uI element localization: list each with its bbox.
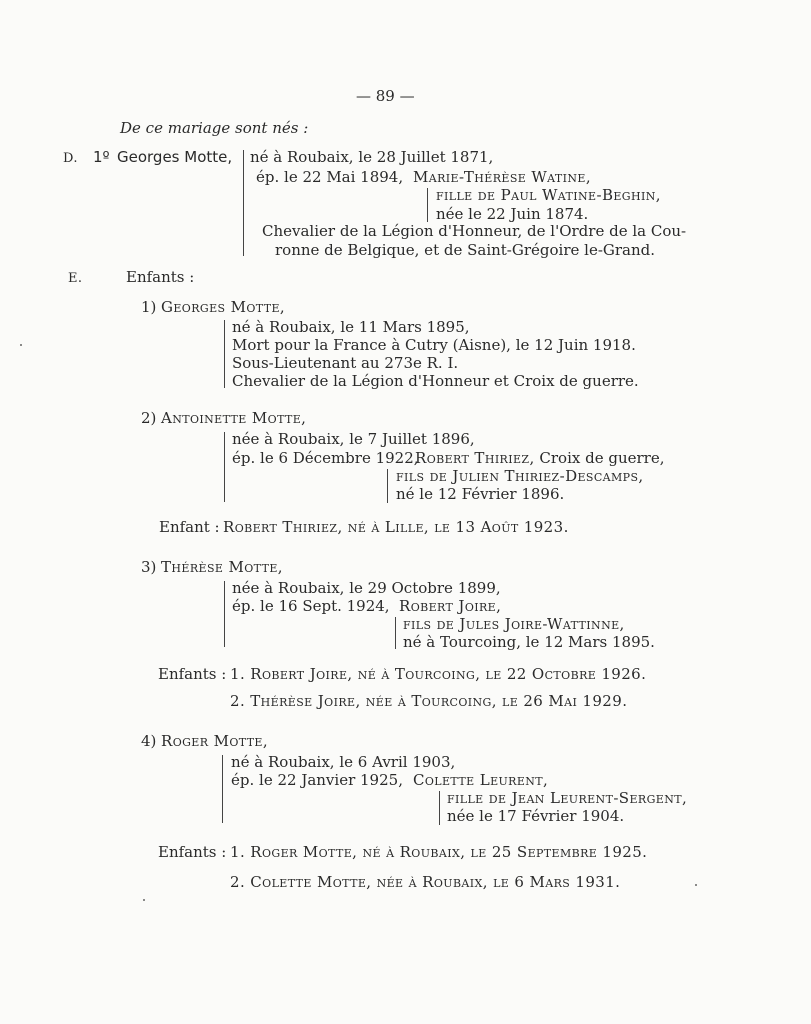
enfant-line: 2. Colette Motte, née à Roubaix, le 6 Mars 1931. (230, 873, 621, 891)
child-number: 4) (141, 732, 157, 750)
parent-line: fille de Jean Leurent-Sergent, (447, 789, 688, 807)
bracket-bar (224, 432, 225, 502)
child-number: 1) (141, 298, 157, 316)
birth-line: née à Roubaix, le 7 Juillet 1896, (232, 430, 475, 448)
birth-line: né à Roubaix, le 6 Avril 1903, (231, 753, 456, 771)
honours-line: Chevalier de la Légion d'Honneur, de l'Ordre de la Cou- (262, 222, 687, 240)
section-d-name: Georges Motte, (117, 148, 233, 166)
enfant-line: 1. Robert Joire, né à Tourcoing, le 22 Octobre 1926. (230, 665, 647, 683)
marriage-line: ép. le 6 Décembre 1922, (232, 449, 419, 467)
parent-birth-line: né à Tourcoing, le 12 Mars 1895. (403, 633, 655, 651)
enfant-line: Robert Thiriez, né à Lille, le 13 Août 1923. (223, 518, 569, 536)
birth-line: né à Roubaix, le 11 Mars 1895, (232, 318, 470, 336)
spouse-name: Colette Leurent, (413, 771, 549, 789)
bracket-bar (439, 791, 440, 825)
parent-line: fils de Jules Joire-Wattinne, (403, 615, 625, 633)
birth-line: née à Roubaix, le 29 Octobre 1899, (232, 579, 501, 597)
bracket-bar (222, 755, 223, 823)
scan-speck (143, 899, 145, 901)
intro-line: De ce mariage sont nés : (120, 119, 309, 137)
child-name: Thérèse Motte, (161, 558, 283, 576)
bracket-bar (224, 320, 225, 388)
spouse-line (415, 448, 664, 468)
spouse-suffix: Croix de guerre, (534, 449, 665, 467)
child-number: 2) (141, 409, 157, 427)
marriage-line: ép. le 22 Mai 1894, (256, 168, 404, 186)
parent-line: fils de Julien Thiriez-Descamps, (396, 467, 644, 485)
page-number: — 89 — (356, 87, 415, 105)
section-e-title: Enfants : (126, 268, 195, 286)
section-d-label: D. (63, 151, 78, 166)
child-number: 3) (141, 558, 157, 576)
parent-birth-line: né le 12 Février 1896. (396, 485, 565, 503)
enfants-label: Enfants : (158, 665, 227, 683)
enfant-line: 1. Roger Motte, né à Roubaix, le 25 Septembre 1925. (230, 843, 648, 861)
bracket-bar (387, 469, 388, 503)
spouse-name: Robert Thiriez, (415, 449, 535, 467)
honours-line: Chevalier de la Légion d'Honneur et Croix de guerre. (232, 372, 639, 390)
enfants-label: Enfant : (159, 518, 220, 536)
parent-birth-line: née le 22 Juin 1874. (436, 205, 589, 223)
child-name: Georges Motte, (161, 298, 286, 316)
child-name: Antoinette Motte, (161, 409, 307, 427)
spouse-name: Robert Joire, (399, 597, 502, 615)
bracket-bar (243, 150, 244, 256)
section-d-number: 1º (93, 148, 110, 166)
parent-birth-line: née le 17 Février 1904. (447, 807, 625, 825)
enfant-line: 2. Thérèse Joire, née à Tourcoing, le 26 Mai 1929. (230, 692, 628, 710)
section-e-label: E. (68, 271, 83, 286)
bracket-bar (427, 188, 428, 222)
enfants-label: Enfants : (158, 843, 227, 861)
rank-line: Sous-Lieutenant au 273e R. I. (232, 354, 459, 372)
bracket-bar (224, 581, 225, 647)
death-line: Mort pour la France à Cutry (Aisne), le 12 Juin 1918. (232, 336, 636, 354)
scan-speck (695, 884, 697, 886)
honours-line: ronne de Belgique, et de Saint-Grégoire le-Grand. (275, 241, 656, 259)
parent-line: fille de Paul Watine-Beghin, (436, 186, 661, 204)
birth-line: né à Roubaix, le 28 Juillet 1871, (250, 148, 494, 166)
marriage-line: ép. le 16 Sept. 1924, (232, 597, 390, 615)
marriage-line: ép. le 22 Janvier 1925, (231, 771, 403, 789)
bracket-bar (395, 617, 396, 649)
scan-speck (20, 344, 22, 346)
spouse-name: Marie-Thérèse Watine, (413, 168, 592, 186)
child-name: Roger Motte, (161, 732, 269, 750)
